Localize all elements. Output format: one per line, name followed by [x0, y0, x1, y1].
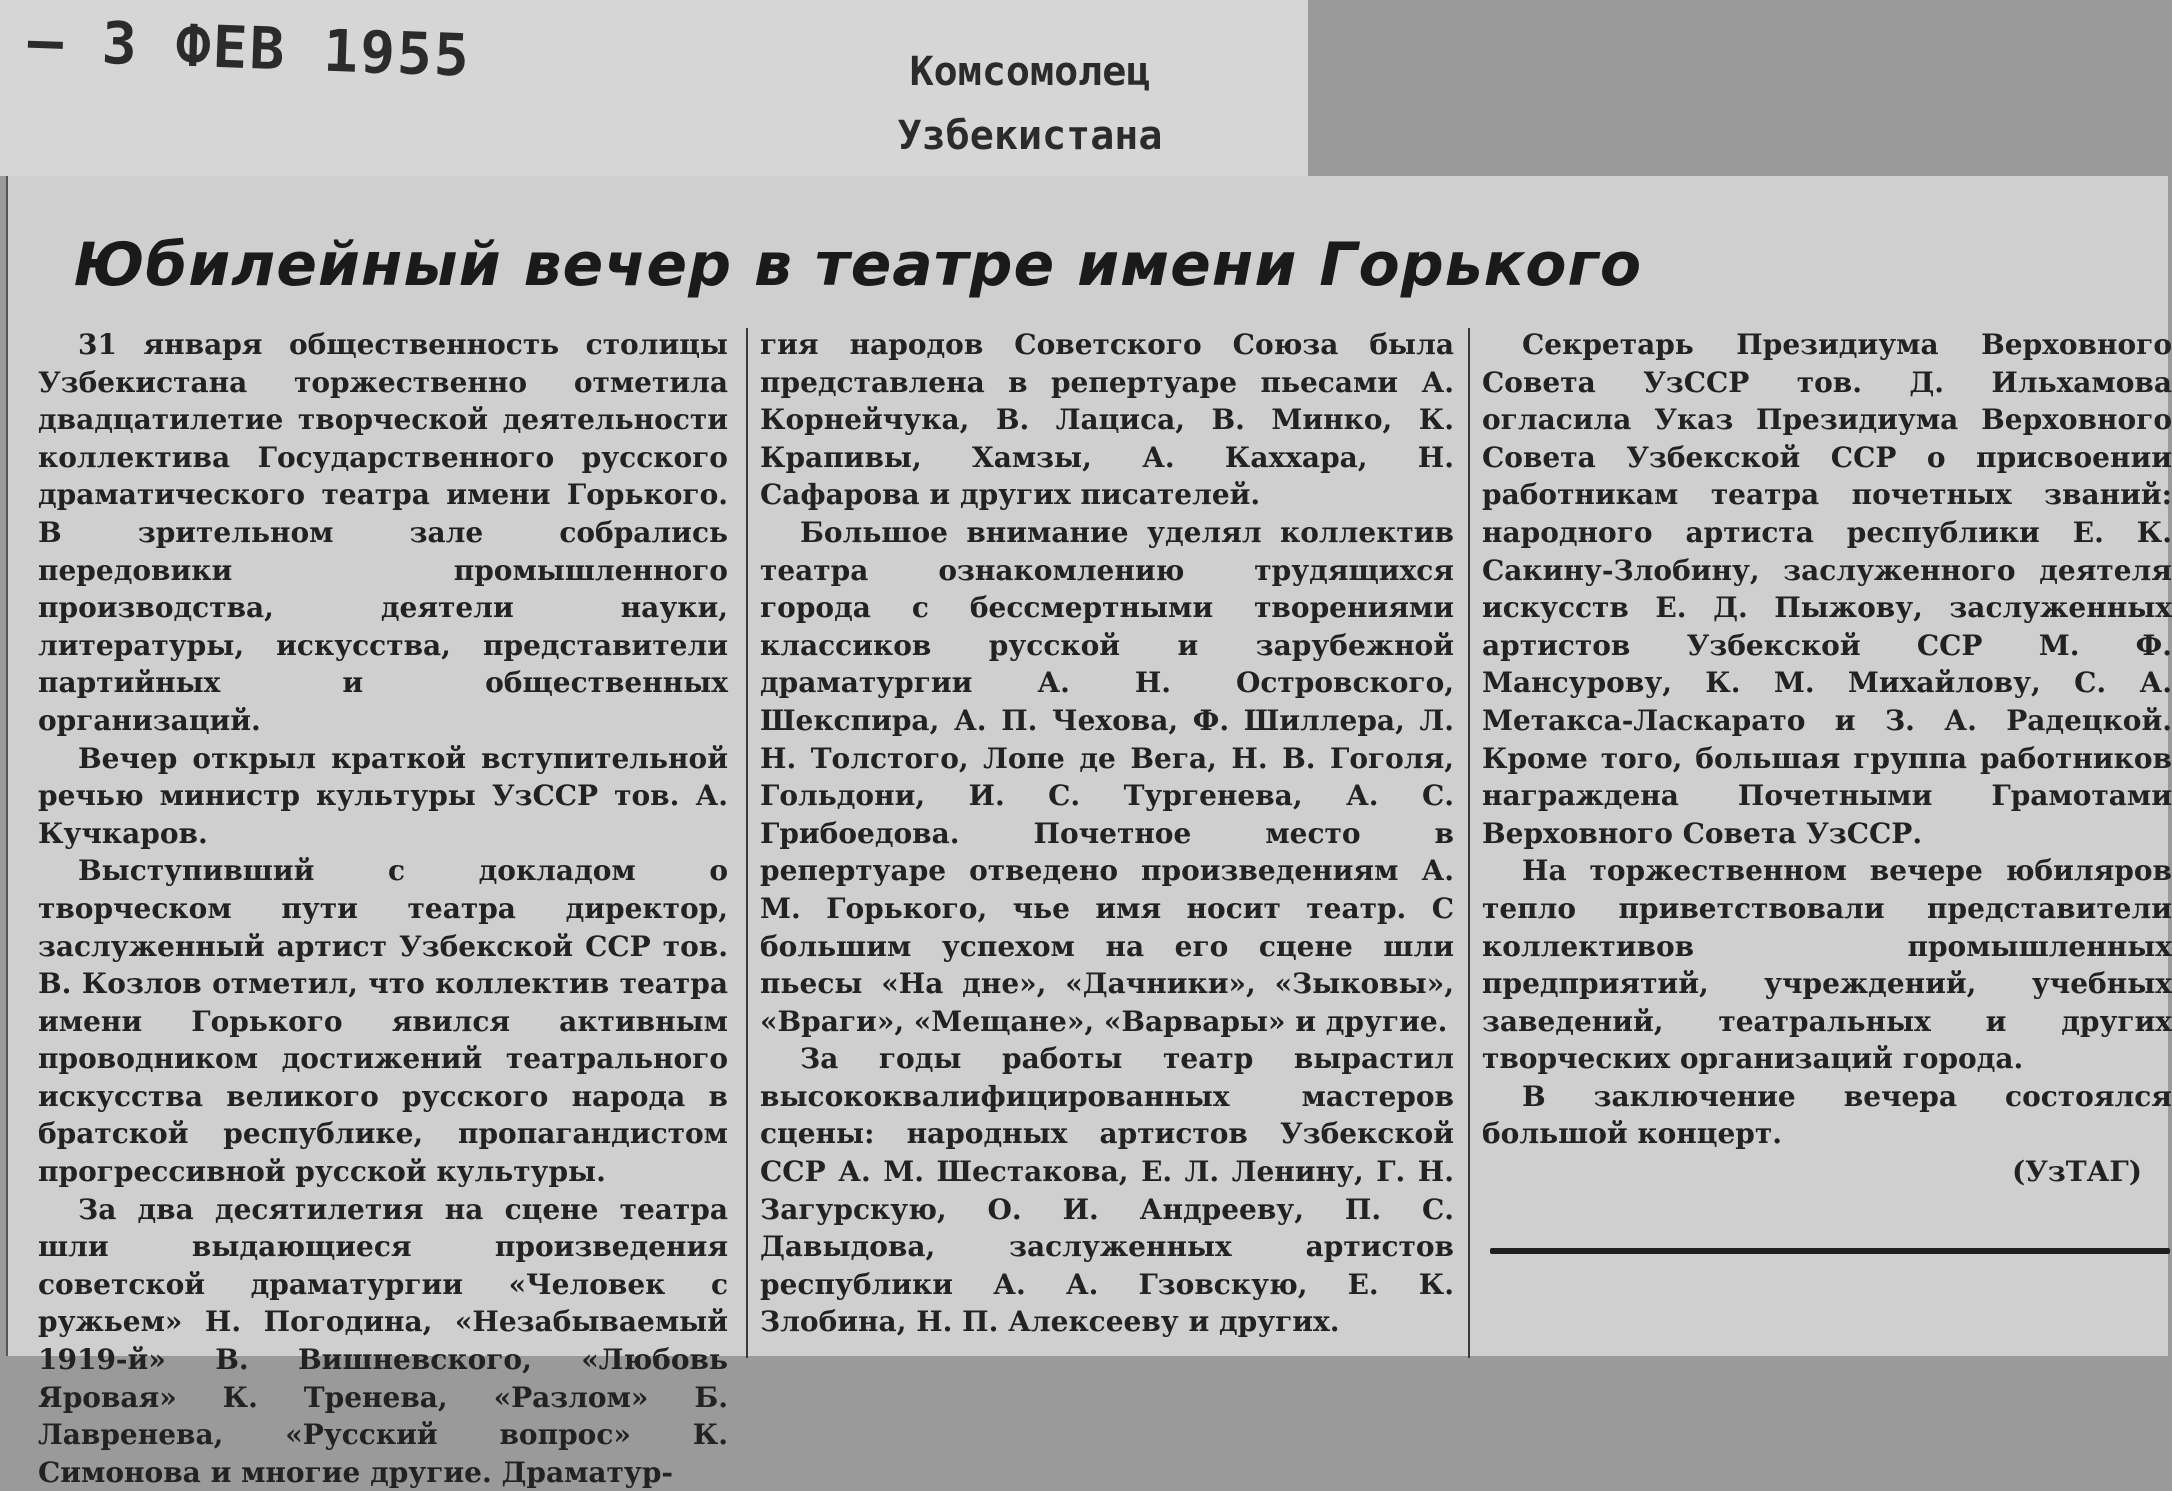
paragraph: За два десятилетия на сцене театра шли выдающиеся произведения советской драматургии «Человек с ружьем» Н. Погодина, «Незабываемый 1919-й» В. Вишневского, «Любовь Яровая» К. Тренева, «Разлом» Б. Лавренева, «Русский вопрос» К. Симонова и многие другие. Драматур-: [38, 1192, 728, 1489]
article-column-3: [1482, 326, 2172, 1191]
article-end-rule: [1490, 1248, 2170, 1254]
newspaper-clipping: [6, 176, 2172, 1489]
paragraph: На торжественном вечере юбиляров тепло приветствовали представители коллективов промышленных предприятий, учреждений, учебных заведений, театральных и других творческих организаций города.: [1482, 854, 2172, 1076]
article-column-1: [38, 326, 728, 1491]
column-divider: [746, 328, 748, 1358]
paragraph: За годы работы театр вырастил высококвалифицированных мастеров сцены: народных артистов Узбекской ССР А. М. Шестакова, Е. Л. Ленину, Г. Н. Загурскую, О. И. Андрееву, П. С. Давыдова, заслуженных артистов республики А. А. Гзовскую, Е. К. Злобина, Н. П. Алексееву и других.: [760, 1042, 1454, 1339]
paragraph: Выступивший с докладом о творческом пути театра директор, заслуженный артист Узбекской ССР тов. В. Козлов отметил, что коллектив театра имени Горького явился активным проводником достижений театрального искусства великого русского народа в братской республике, пропагандистом прогрессивной русской культуры.: [38, 854, 728, 1189]
stamp-date: – 3 ФЕВ 1955: [26, 6, 473, 90]
article-column-2: [760, 326, 1454, 1341]
stamp-newspaper: Комсомолец Узбекистана: [897, 49, 1163, 159]
paragraph: Вечер открыл краткой вступительной речью министр культуры УзССР тов. А. Кучкаров.: [38, 741, 728, 850]
paragraph: В заключение вечера состоялся большой концерт.: [1482, 1079, 2172, 1151]
archive-stamp: [0, 0, 1308, 176]
column-divider: [1468, 328, 1470, 1358]
paragraph: гия народов Советского Союза была представлена в репертуаре пьесами А. Корнейчука, В. Лациса, В. Минко, К. Крапивы, Хамзы, А. Каххара, Н. Сафарова и других писателей.: [760, 328, 1454, 512]
paragraph: 31 января общественность столицы Узбекистана торжественно отметила двадцатилетие творческой деятельности коллектива Государственного русского драматического театра имени Горького. В зрительном зале собрались передовики промышленного производства, деятели науки, литературы, искусства, представители партийных и общественных организаций.: [38, 328, 728, 737]
article-headline: Юбилейный вечер в театре имени Горького: [73, 230, 1643, 300]
paragraph: Секретарь Президиума Верховного Совета УзССР тов. Д. Ильхамова огласила Указ Президиума Верховного Совета Узбекской ССР о присвоении работникам театра почетных званий: народного артиста республики Е. К. Сакину-Злобину, заслуженного деятеля искусств Е. Д. Пыжову, заслуженных артистов Узбекской ССР М. Ф. Мансурову, К. М. Михайлову, С. А. Метакса-Ласкарато и З. А. Радецкой. Кроме того, большая группа работников награждена Почетными Грамотами Верховного Совета УзССР.: [1482, 328, 2172, 850]
article-signature: (УзТАГ): [2011, 1155, 2142, 1189]
paragraph: Большое внимание уделял коллектив театра ознакомлению трудящихся города с бессмертными творениями классиков русской и зарубежной драматургии А. Н. Островского, Шекспира, А. П. Чехова, Ф. Шиллера, Л. Н. Толстого, Лопе де Вега, Н. В. Гоголя, Гольдони, И. С. Тургенева, А. С. Грибоедова. Почетное место в репертуаре отведено произведениям А. М. Горького, чье имя носит театр. С большим успехом на его сцене шли пьесы «На дне», «Дачники», «Зыковы», «Враги», «Мещане», «Варвары» и другие.: [760, 515, 1454, 1038]
